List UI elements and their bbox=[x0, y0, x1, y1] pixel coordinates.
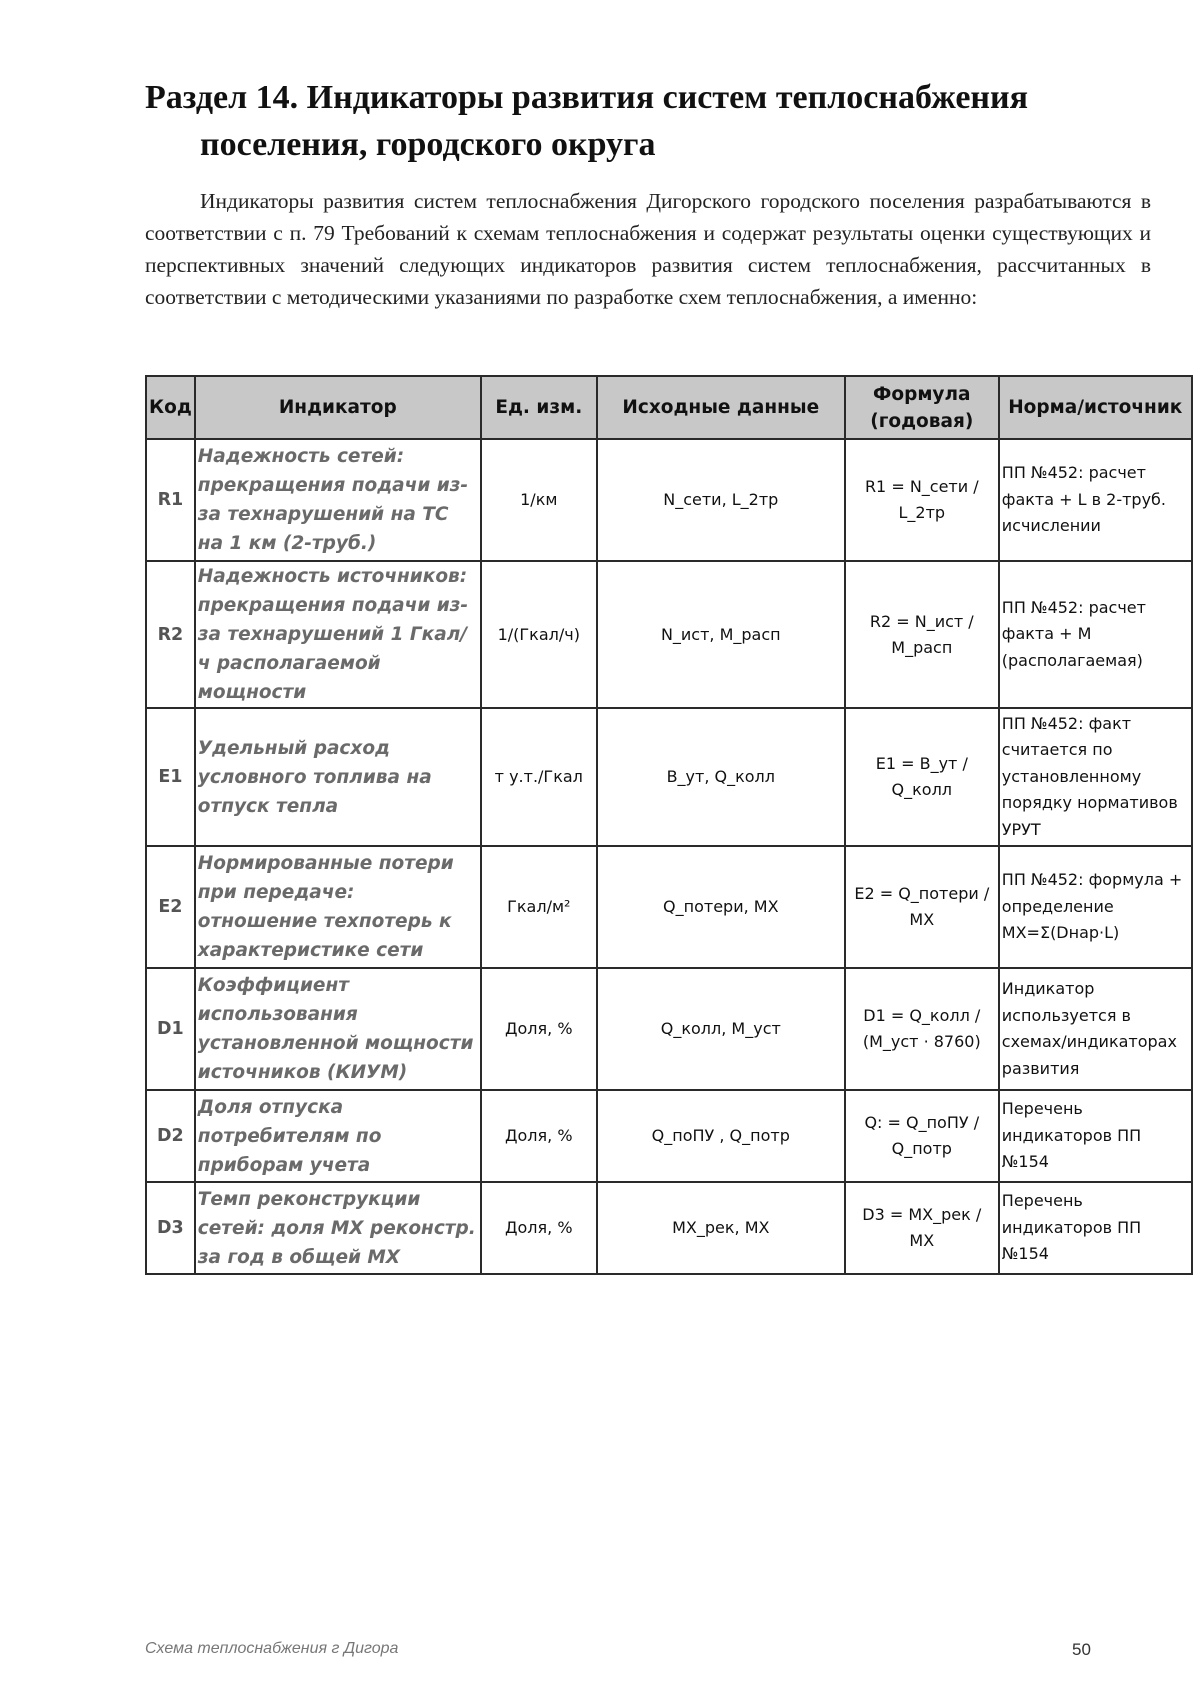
row-unit: Гкал/м² bbox=[481, 846, 597, 968]
row-indicator: Надежность сетей: прекращения подачи из-за технарушений на ТС на 1 км (2-труб.) bbox=[195, 439, 481, 561]
indicators-table bbox=[145, 375, 1193, 1275]
table-row bbox=[146, 561, 1192, 708]
table-row bbox=[146, 968, 1192, 1090]
row-unit: 1/км bbox=[481, 439, 597, 561]
row-indicator: Темп реконструкции сетей: доля MX реконстр. за год в общей MX bbox=[195, 1182, 481, 1274]
row-code: D1 bbox=[146, 968, 195, 1090]
table-row bbox=[146, 708, 1192, 846]
header-source-data: Исходные данные bbox=[597, 376, 845, 439]
row-code: E2 bbox=[146, 846, 195, 968]
row-norm: ПП №452: расчет факта + M (располагаемая) bbox=[999, 561, 1192, 708]
row-code: E1 bbox=[146, 708, 195, 846]
section-title bbox=[145, 74, 1135, 168]
row-indicator: Доля отпуска потребителям по приборам учета bbox=[195, 1090, 481, 1182]
header-formula: Формула (годовая) bbox=[845, 376, 999, 439]
row-indicator: Нормированные потери при передаче: отношение техпотерь к характеристике сети bbox=[195, 846, 481, 968]
row-source-data: Q_потери, MX bbox=[597, 846, 845, 968]
section-title-line-2: поселения, городского округа bbox=[200, 126, 656, 163]
table-row bbox=[146, 1182, 1192, 1274]
row-formula: D3 = MX_рек / MX bbox=[845, 1182, 999, 1274]
page-number: 50 bbox=[1072, 1640, 1091, 1659]
row-unit: т у.т./Гкал bbox=[481, 708, 597, 846]
table-row bbox=[146, 1090, 1192, 1182]
row-formula: E1 = B_ут / Q_колл bbox=[845, 708, 999, 846]
row-source-data: Q_поПУ , Q_потр bbox=[597, 1090, 845, 1182]
row-norm: Перечень индикаторов ПП №154 bbox=[999, 1090, 1192, 1182]
row-source-data: MX_рек, MX bbox=[597, 1182, 845, 1274]
row-norm: ПП №452: факт считается по установленному порядку нормативов УРУТ bbox=[999, 708, 1192, 846]
row-formula: E2 = Q_потери / MX bbox=[845, 846, 999, 968]
row-source-data: N_ист, M_расп bbox=[597, 561, 845, 708]
table-header-row bbox=[146, 376, 1192, 439]
row-indicator: Надежность источников: прекращения подачи из-за технарушений 1 Гкал/ч располагаемой мощности bbox=[195, 561, 481, 708]
row-norm: ПП №452: расчет факта + L в 2-труб. исчислении bbox=[999, 439, 1192, 561]
header-indicator: Индикатор bbox=[195, 376, 481, 439]
row-code: D2 bbox=[146, 1090, 195, 1182]
header-code: Код bbox=[146, 376, 195, 439]
intro-paragraph: Индикаторы развития систем теплоснабжения Дигорского городского поселения разрабатываются в соответствии с п. 79 Требований к схемам теплоснабжения и содержат результаты оценки существующих и перспективных значений следующих индикаторов развития систем теплоснабжения, рассчитанных в соответствии с методическими указаниями по разработке схем теплоснабжения, а именно: bbox=[145, 189, 1151, 309]
header-norm: Норма/источник bbox=[999, 376, 1192, 439]
row-indicator: Коэффициент использования установленной мощности источников (КИУМ) bbox=[195, 968, 481, 1090]
row-code: R2 bbox=[146, 561, 195, 708]
row-norm: Индикатор используется в схемах/индикаторах развития bbox=[999, 968, 1192, 1090]
footer-document-title: Схема теплоснабжения г Дигора bbox=[145, 1640, 399, 1657]
row-formula: Q: = Q_поПУ / Q_потр bbox=[845, 1090, 999, 1182]
row-unit: Доля, % bbox=[481, 1182, 597, 1274]
row-norm: ПП №452: формула + определение MX=Σ(Dнар·L) bbox=[999, 846, 1192, 968]
table-row bbox=[146, 439, 1192, 561]
row-formula: R2 = N_ист / M_расп bbox=[845, 561, 999, 708]
row-source-data: N_сети, L_2тр bbox=[597, 439, 845, 561]
row-unit: Доля, % bbox=[481, 1090, 597, 1182]
row-formula: R1 = N_сети / L_2тр bbox=[845, 439, 999, 561]
row-code: D3 bbox=[146, 1182, 195, 1274]
header-unit: Ед. изм. bbox=[481, 376, 597, 439]
row-formula: D1 = Q_колл / (M_уст · 8760) bbox=[845, 968, 999, 1090]
row-source-data: B_ут, Q_колл bbox=[597, 708, 845, 846]
row-indicator: Удельный расход условного топлива на отпуск тепла bbox=[195, 708, 481, 846]
row-unit: Доля, % bbox=[481, 968, 597, 1090]
section-title-line-1: Раздел 14. Индикаторы развития систем теплоснабжения bbox=[145, 79, 1029, 116]
table-row bbox=[146, 846, 1192, 968]
row-norm: Перечень индикаторов ПП №154 bbox=[999, 1182, 1192, 1274]
row-unit: 1/(Гкал/ч) bbox=[481, 561, 597, 708]
row-code: R1 bbox=[146, 439, 195, 561]
row-source-data: Q_колл, M_уст bbox=[597, 968, 845, 1090]
